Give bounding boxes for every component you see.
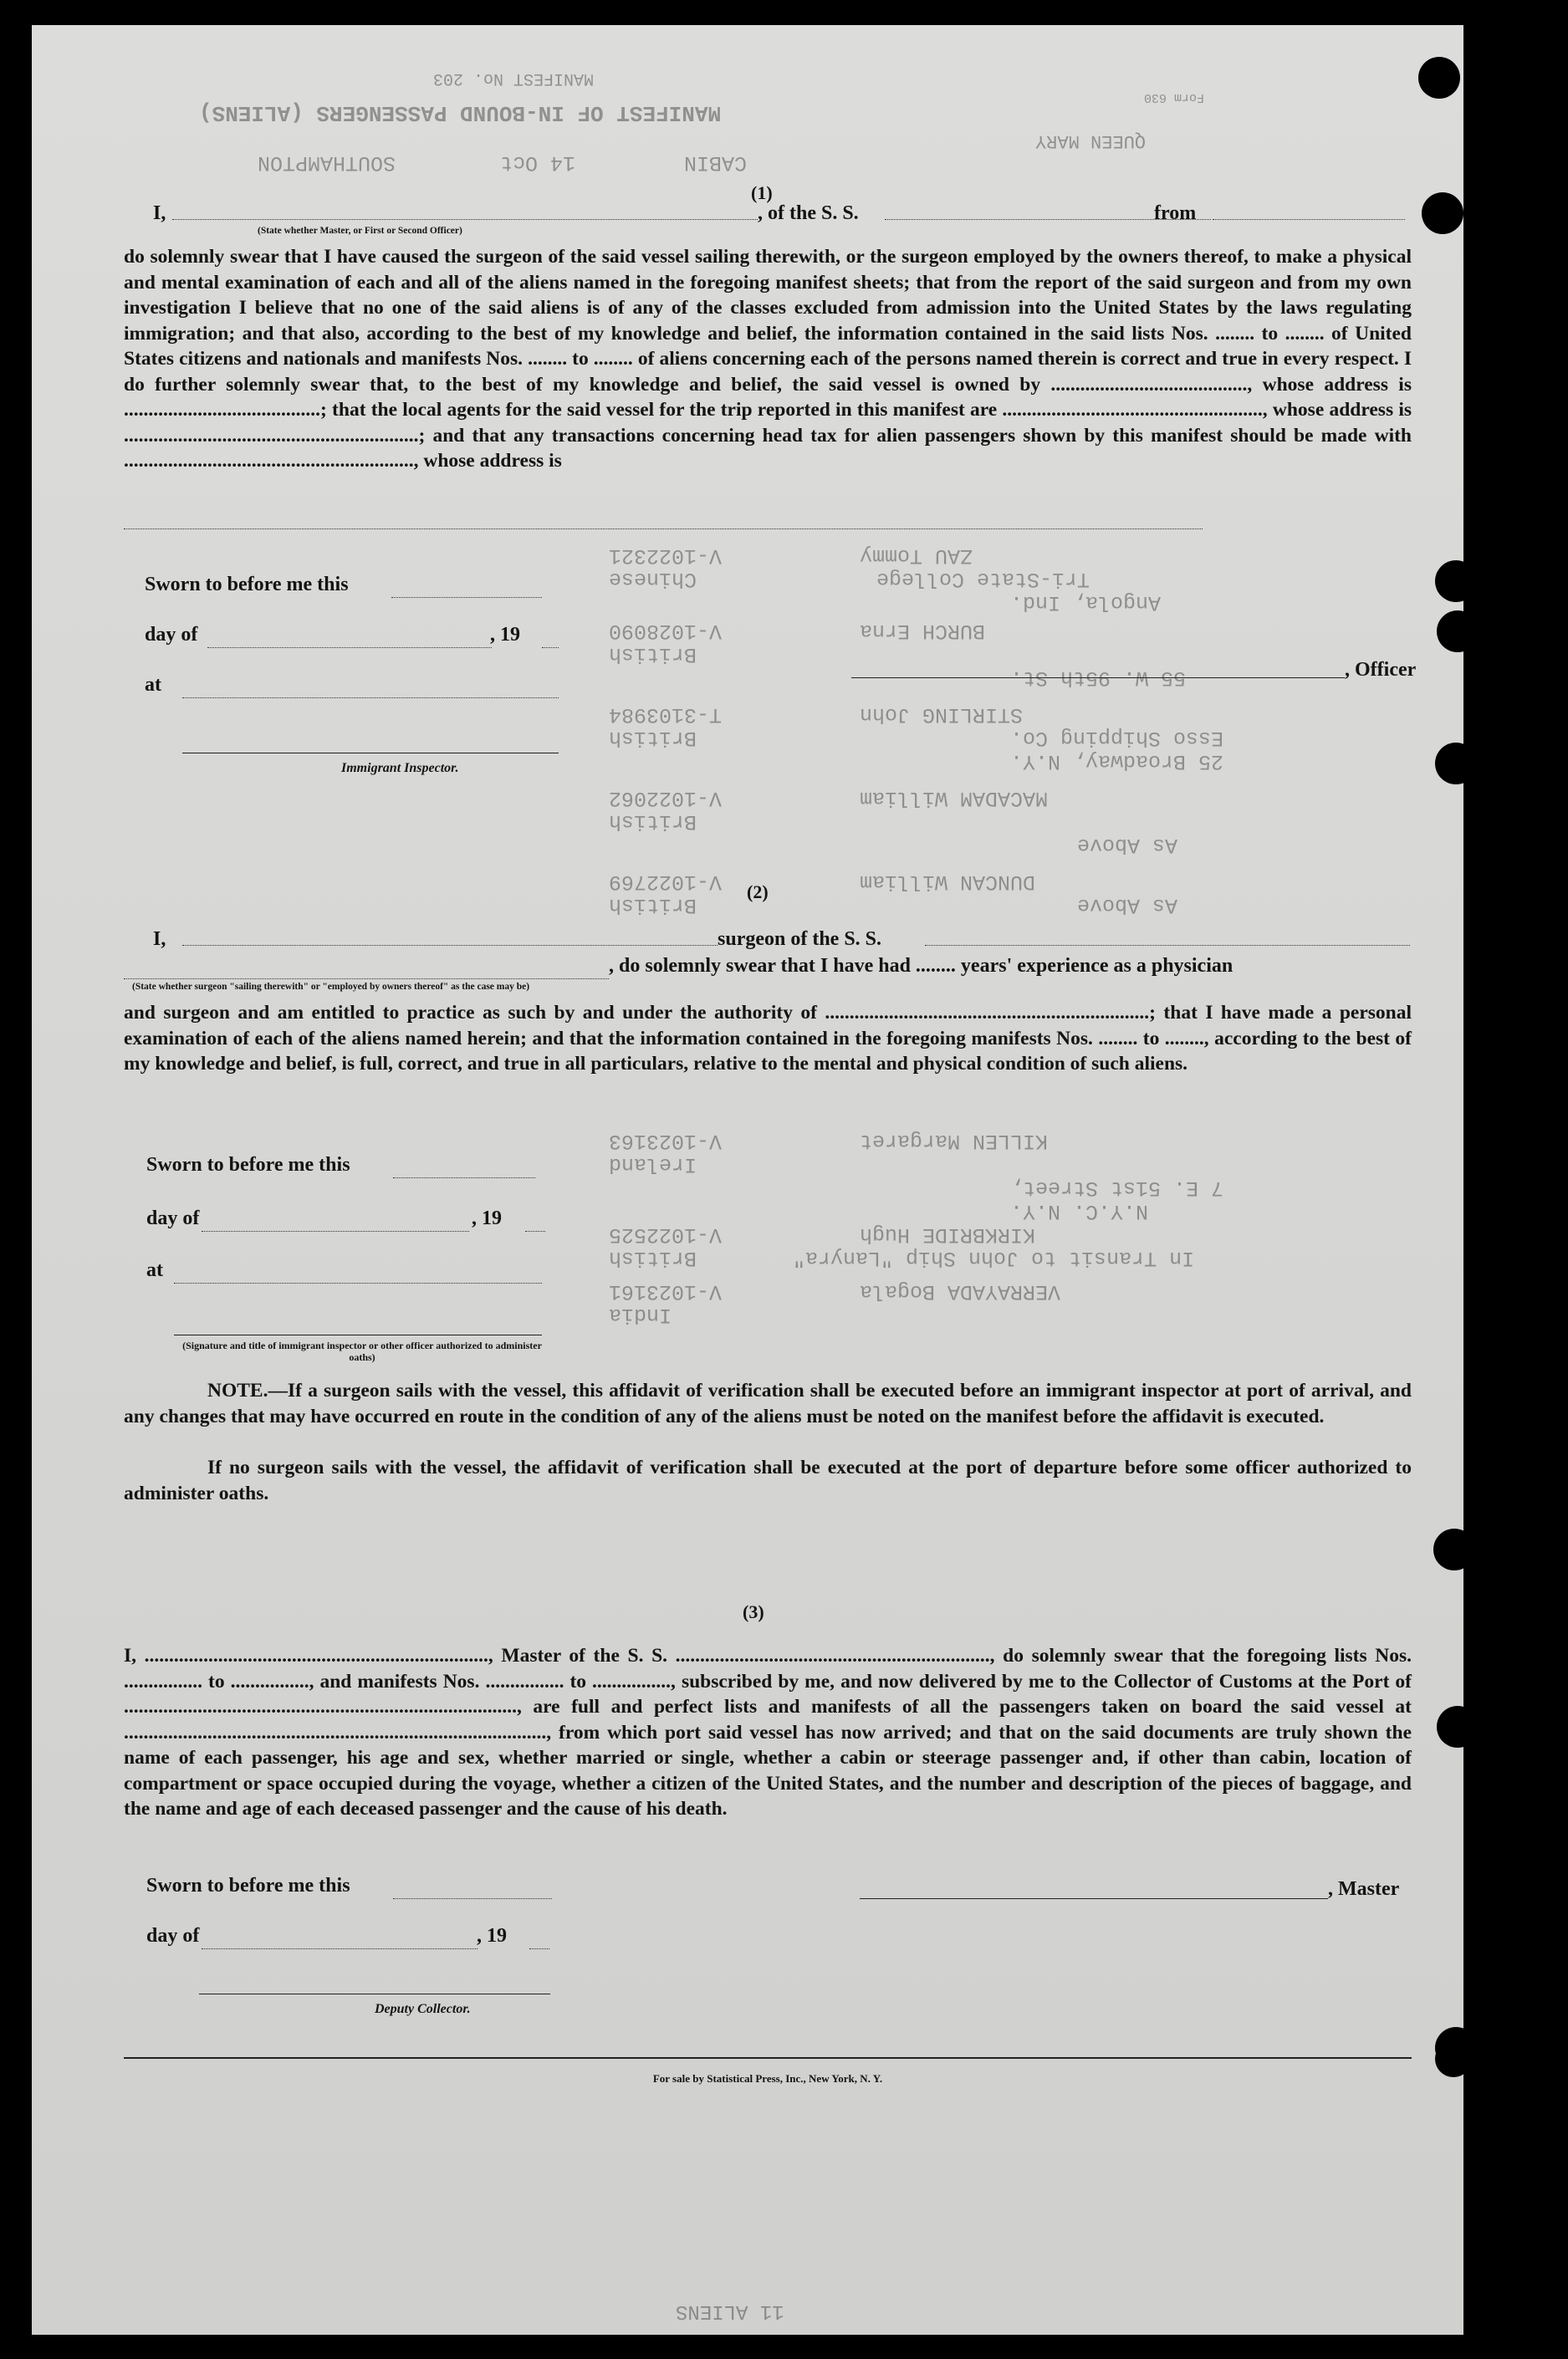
bleed-row: As Above [1077, 833, 1178, 857]
bleed-row: VERRAYADA Bogala [860, 1279, 1061, 1304]
section-1-i: I, [153, 202, 166, 224]
note-label: NOTE. [207, 1380, 268, 1402]
bleed-row: Angola, Ind. [1010, 590, 1162, 615]
ghost-port: SOUTHAMPTON [258, 151, 396, 175]
bleed-row: Chinese [609, 567, 697, 591]
sworn-label-3: Sworn to before me this [146, 1875, 350, 1897]
officer-caption: (State whether Master, or First or Second Officer) [258, 226, 462, 236]
bleed-row: N.Y.C. N.Y. [1010, 1199, 1149, 1223]
bleed-row: British [609, 893, 697, 917]
surgeon-caption: (State whether surgeon "sailing therewith" or "employed by owners thereof" as the case may be) [132, 982, 530, 992]
bleed-row: V-1022062 [609, 786, 723, 810]
inspector-caption: Immigrant Inspector. [341, 761, 459, 775]
ghost-form-ref: Form 630 [1144, 90, 1205, 105]
bleed-row: DUNCAN William [860, 870, 1036, 894]
year-label-2: , 19 [472, 1208, 502, 1229]
year-label-3: , 19 [477, 1925, 507, 1947]
bleed-row: T-3103984 [609, 702, 723, 727]
master-label: , Master [1328, 1878, 1400, 1900]
month-field-1[interactable] [207, 647, 492, 648]
day-of-label-2: day of [146, 1208, 200, 1229]
section-3-number: (3) [743, 1601, 764, 1622]
ship-label: , of the S. S. [758, 202, 859, 224]
bleed-row: V-1022769 [609, 870, 723, 894]
bleed-row: V-1022321 [609, 544, 723, 568]
punch-hole [1433, 1529, 1475, 1570]
month-field-3[interactable] [202, 1948, 478, 1949]
bleed-row: Ireland [609, 1152, 697, 1177]
bleed-row: ZAU Tommy [860, 544, 973, 568]
deputy-caption: Deputy Collector. [375, 2002, 471, 2016]
ghost-manifest-no: MANIFEST No. 203 [433, 69, 595, 88]
bleed-row: 25 Broadway, N.Y. [1010, 749, 1224, 774]
head-tax-address-field[interactable] [124, 528, 1203, 529]
bleed-row: British [609, 809, 697, 834]
surgeon-name-field[interactable] [182, 945, 718, 946]
bleed-row: 55 W. 95th St. [1010, 666, 1187, 690]
from-port-field[interactable] [1213, 219, 1405, 220]
punch-hole [1435, 560, 1477, 602]
bleed-row: As Above [1077, 893, 1178, 917]
manifest-page [32, 25, 1463, 2335]
bleed-row: In Transit to John Ship "Lanyra" [793, 1246, 1195, 1270]
ghost-class: CABIN [684, 151, 748, 175]
year-field-2[interactable] [525, 1231, 545, 1232]
section-2-oath: and surgeon and am entitled to practice as such by and under the authority of ..................................................................; that I have made a personal examination of each of the aliens named herein; and that the information contained in the foregoing manifests Nos. ........ to ........, according to the best of my knowledge and belief, is full, correct, and true in all particulars, relative to the mental and physical condition of such aliens. [124, 1002, 1412, 1075]
at-label-1: at [145, 674, 161, 696]
sworn-day-field-3[interactable] [393, 1898, 552, 1899]
bleed-row: STIRLING John [860, 702, 1024, 727]
at-label-2: at [146, 1259, 163, 1281]
sworn-day-field-2[interactable] [393, 1177, 535, 1178]
bleed-row: V-1028090 [609, 619, 723, 643]
sworn-label-1: Sworn to before me this [145, 574, 349, 595]
note-2: If no surgeon sails with the vessel, the affidavit of verification shall be executed at the port of departure before some officer authorized to administer oaths. [124, 1457, 1412, 1504]
sworn-day-field-1[interactable] [391, 597, 542, 598]
at-field-2[interactable] [174, 1283, 542, 1284]
officer-signature-line[interactable] [851, 677, 1345, 678]
punch-hole [1437, 610, 1479, 652]
note-text-1: —If a surgeon sails with the vessel, this affidavit of verification shall be executed before an immigrant inspector at port of arrival, and any changes that may have occurred en route in the condition of any of the aliens must be noted on the manifest before the affidavit is executed. [124, 1380, 1412, 1427]
bleed-row: V-1022525 [609, 1223, 723, 1247]
master-signature-line[interactable] [860, 1898, 1328, 1899]
year-label-1: , 19 [490, 624, 520, 646]
bleed-row: Esso Shipping Co. [1010, 726, 1224, 750]
officer-label: , Officer [1345, 659, 1417, 681]
bleed-row: V-1023163 [609, 1129, 723, 1153]
section-2-number: (2) [747, 881, 769, 902]
bleed-row: British [609, 726, 697, 750]
section-1-number: (1) [751, 182, 773, 203]
surgeon-type-field[interactable] [124, 978, 609, 979]
footer-rule [124, 2057, 1412, 2059]
ghost-ship: QUEEN MARY [1035, 130, 1147, 151]
sworn-label-2: Sworn to before me this [146, 1154, 350, 1176]
bleed-row: KIRKBRIDE Hugh [860, 1223, 1036, 1247]
section-2-i: I, [153, 928, 166, 950]
bleed-row: 7 E. 51st Street, [1010, 1176, 1224, 1200]
surgeon-ship-field[interactable] [925, 945, 1410, 946]
punch-hole [1422, 192, 1463, 234]
bottom-ghost: 11 ALIENS [676, 2300, 784, 2322]
day-of-label-3: day of [146, 1925, 200, 1947]
at-field-1[interactable] [182, 697, 559, 698]
surgeon-of-ss-label: surgeon of the S. S. [718, 928, 882, 950]
bleed-row: KILLEN Margaret [860, 1129, 1049, 1153]
from-label: from [1154, 202, 1197, 224]
bleed-through-lower [609, 1129, 1378, 1330]
ghost-title: MANIFEST OF IN-BOUND PASSENGERS (ALIENS) [199, 100, 722, 125]
bleed-row: MACADAM William [860, 786, 1049, 810]
year-field-1[interactable] [542, 647, 559, 648]
bleed-row: British [609, 1246, 697, 1270]
bleed-row: Tri-State College [876, 567, 1090, 591]
ghost-date: 14 Oct [500, 151, 576, 175]
punch-hole [1437, 1706, 1479, 1748]
printer-credit: For sale by Statistical Press, Inc., New York, N. Y. [652, 2072, 883, 2085]
bleed-row: V-1023161 [609, 1279, 723, 1304]
officer-name-field[interactable] [172, 219, 758, 220]
bleed-row: British [609, 642, 697, 666]
signature-caption: (Signature and title of immigrant inspector or other officer authorized to administer oaths) [182, 1340, 542, 1363]
note-1 [124, 1378, 1412, 1429]
day-of-label-1: day of [145, 624, 198, 646]
punch-hole [1418, 57, 1460, 99]
punch-hole [1435, 743, 1477, 784]
section-1-oath: do solemnly swear that I have caused the surgeon of the said vessel sailing therewith, or the surgeon employed by the owners thereof, to make a physical and mental examination of each and all of the aliens named in the foregoing manifest sheets; that from the report of the said surgeon and from my own investigation I believe that no one of the said aliens is of any of the classes excluded from admission into the United States by the laws regulating immigration; and that also, according to the best of my knowledge and belief, the information contained in the said lists Nos. ........ to ........ of United States citizens and nationals and manifests Nos. ........ to ........ of aliens concerning each of the persons named therein is correct and true in every respect. I do further solemnly swear that, to the best of my knowledge and belief, the said vessel is owned by ........................................, whose address is ........................................; that the local agents for the said vessel for the trip reported in this manifest are ....................................................., whose address is ............................................................; and that any transactions concerning head tax for alien passengers shown by this manifest should be made with ..........................................................., whose address is [124, 246, 1412, 472]
surgeon-oath-label: , do solemnly swear that I have had ........ years' experience as a physician [609, 955, 1233, 977]
month-field-2[interactable] [202, 1231, 469, 1232]
punch-hole [1435, 2040, 1472, 2077]
bleed-row: India [609, 1303, 672, 1327]
bleed-through-upper [609, 544, 1378, 928]
year-field-3[interactable] [529, 1948, 549, 1949]
section-3-oath: I, ......................................................................, Master of the S. S. ................................................................, do solemnly swear that the foregoing lists Nos. ................ to ................, and manifests Nos. ................ to ................, subscribed by me, and now delivered by me to the Collector of Customs at the Port of ................................................................................, are full and perfect lists and manifests of all the passengers taken on board the said vessel at ......................................................................................, from which port said vessel has now arrived; and that on the said documents are truly shown the name of each passenger, his age and sex, whether married or single, whether a cabin or steerage passenger and, if other than cabin, location of compartment or space occupied during the voyage, whether a citizen of the United States, and the number and description of the pieces of baggage, and the name and age of each deceased passenger and the cause of his death. [124, 1645, 1412, 1820]
bleed-row: BURCH Erna [860, 619, 986, 643]
